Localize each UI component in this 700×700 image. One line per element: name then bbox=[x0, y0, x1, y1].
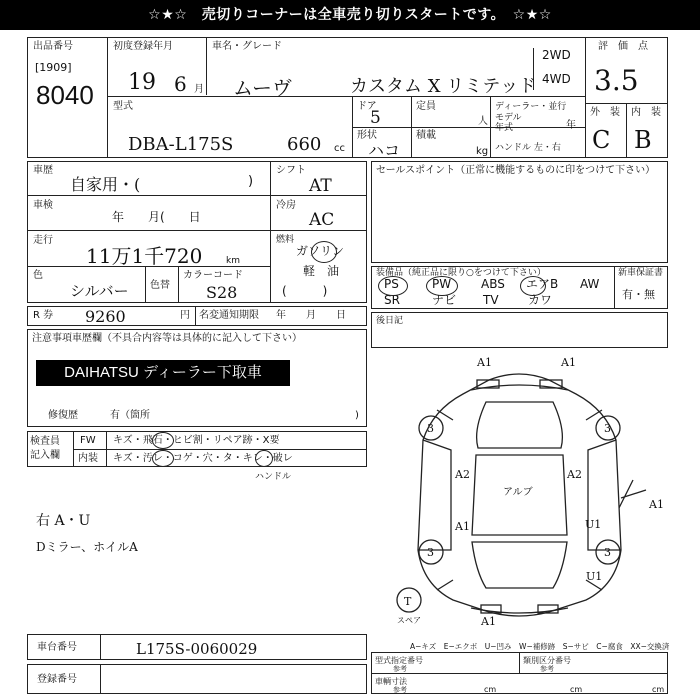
mark-spare: T bbox=[404, 595, 412, 608]
dims-label: 車輌寸法 bbox=[375, 677, 407, 686]
equip-ps: PS bbox=[384, 277, 399, 291]
handle-label: ハンドル 左・右 bbox=[495, 143, 561, 153]
repaint-label: 色替 bbox=[150, 280, 170, 291]
grade: カスタム X リミテッド bbox=[350, 76, 537, 97]
recycle-label: R 券 bbox=[33, 310, 54, 321]
header-box bbox=[27, 37, 668, 158]
lot-number: 8040 bbox=[36, 80, 94, 110]
wear-circle bbox=[255, 450, 273, 467]
type-designation-ref: 参考 bbox=[393, 665, 407, 673]
lot-code: [1909] bbox=[35, 61, 72, 74]
mark-right-rear-u1: U1 bbox=[586, 570, 603, 583]
score-value: 3.5 bbox=[594, 64, 639, 97]
top-banner: ☆★☆ 売切りコーナーは全車売り切りスタートです。 ☆★☆ bbox=[0, 0, 700, 30]
new-warranty-value: 有・無 bbox=[622, 288, 655, 301]
type-designation-label: 型式指定番号 bbox=[375, 656, 423, 665]
lot-label: 出品番号 bbox=[33, 41, 73, 52]
type-value: DBA-L175S bbox=[128, 134, 234, 155]
spare-label: スペア bbox=[397, 616, 421, 625]
kg-unit: kg bbox=[476, 146, 489, 157]
cc-unit: cc bbox=[334, 143, 345, 154]
color-code-label: カラーコード bbox=[183, 270, 243, 281]
fw-text: キズ・飛石・ヒビ割・リペア跡・X要 bbox=[113, 435, 280, 446]
fuel-diesel: 軽 油 bbox=[303, 264, 340, 278]
registration-label: 登録番号 bbox=[37, 674, 77, 685]
ac-label: 冷房 bbox=[276, 200, 296, 211]
reg-month: 6 bbox=[174, 72, 187, 96]
mileage-label: 走行 bbox=[33, 235, 53, 246]
model-year-label: モデル 年式 bbox=[495, 113, 522, 133]
int-row-text: キズ・汚レ・コゲ・穴・タ・キレ・破レ bbox=[113, 453, 293, 464]
shape-label: 形状 bbox=[357, 130, 377, 141]
chassis-value: L175S-0060029 bbox=[136, 640, 258, 658]
load-label: 積載 bbox=[416, 130, 436, 141]
mark-wheel-rl: 3 bbox=[427, 546, 434, 559]
mark-rear-left: A1 bbox=[481, 615, 496, 628]
equip-pw: PW bbox=[432, 277, 452, 291]
dims-cm-1: cm bbox=[484, 685, 497, 694]
ext-label: 外 装 bbox=[590, 107, 620, 118]
color-label: 色 bbox=[33, 270, 43, 281]
airbag-circle bbox=[520, 276, 546, 296]
inspection-label: 車検 bbox=[33, 200, 53, 211]
name-label: 車名・グレード bbox=[212, 41, 282, 52]
inspection-text: 年 月( 日 bbox=[112, 210, 201, 224]
mark-front-left: A1 bbox=[477, 356, 492, 369]
model-name: ムーヴ bbox=[233, 76, 292, 100]
drive-2wd: 2WD bbox=[542, 48, 571, 62]
fuel-circle bbox=[311, 241, 337, 263]
history-value: 自家用・( bbox=[70, 175, 141, 194]
recycle-yen: 円 bbox=[180, 310, 190, 321]
color-code: S28 bbox=[206, 283, 238, 302]
cc-value: 660 bbox=[287, 134, 322, 155]
dims-ref: 参考 bbox=[393, 686, 407, 694]
shift-value: AT bbox=[309, 176, 332, 196]
mileage-value: 11万1千720 bbox=[86, 244, 203, 268]
stone-chip-circle bbox=[152, 432, 174, 449]
after-label: 後日記 bbox=[376, 316, 404, 326]
fuel-gasoline: ガソリン bbox=[296, 244, 345, 258]
category-ref: 参考 bbox=[540, 665, 554, 673]
year-unit: 年 bbox=[566, 120, 576, 131]
ac-value: AC bbox=[309, 210, 335, 230]
door-value: 5 bbox=[370, 108, 381, 128]
mark-wheel-fr: 3 bbox=[604, 422, 611, 435]
handle-note: ハンドル bbox=[255, 472, 292, 482]
first-reg-label: 初度登録年月 bbox=[113, 41, 173, 52]
drive-4wd: 4WD bbox=[542, 72, 571, 86]
registration-box bbox=[27, 664, 367, 694]
dims-cm-3: cm bbox=[652, 685, 665, 694]
mark-right-side: A1 bbox=[649, 498, 664, 511]
category-label: 類別区分番号 bbox=[523, 656, 571, 665]
pw-circle bbox=[426, 276, 458, 296]
equip-airbag: エアB bbox=[526, 277, 559, 291]
car-damage-diagram bbox=[371, 350, 668, 628]
score-label: 評 価 点 bbox=[598, 41, 648, 52]
fw-label: FW bbox=[80, 435, 96, 446]
equip-tv: TV bbox=[483, 293, 499, 307]
new-warranty-label: 新車保証書 bbox=[618, 268, 664, 278]
mark-front-right: A1 bbox=[561, 356, 576, 369]
damage-legend: A−キズ E−エクボ U−凹み W−補修跡 S−サビ C−腐食 XX−交換済 bbox=[410, 642, 670, 651]
km-unit: km bbox=[226, 256, 240, 266]
caution-label: 注意事項車歴欄（不具合内容等は具体的に記入して下さい） bbox=[32, 333, 302, 344]
reg-year: 19 bbox=[128, 70, 156, 95]
mark-roof: アルブ bbox=[503, 487, 533, 498]
dealer-trade-in-banner: DAIHATSU ディーラー下取車 bbox=[36, 360, 290, 386]
dealer-label: ディーラー・並行 bbox=[495, 102, 567, 112]
repair-text: 有（箇所 bbox=[110, 410, 150, 421]
repair-label: 修復歴 bbox=[48, 410, 78, 421]
handwritten-note-2: Dミラー、ホイルA bbox=[36, 540, 138, 554]
shape-value: ハコ bbox=[368, 141, 401, 160]
fuel-label: 燃料 bbox=[276, 235, 295, 245]
history-paren: ) bbox=[248, 174, 254, 189]
inspector-label: 検査員 記入欄 bbox=[30, 436, 60, 461]
sales-label: セールスポイント（正常に機能するものに印をつけて下さい） bbox=[376, 165, 656, 176]
mark-right-front-door: A2 bbox=[567, 468, 582, 481]
mark-wheel-rr: 3 bbox=[604, 546, 611, 559]
equip-leather: カワ bbox=[528, 293, 553, 307]
equip-aw: AW bbox=[580, 277, 600, 291]
int-row-label: 内装 bbox=[78, 453, 98, 464]
dims-cm-2: cm bbox=[570, 685, 583, 694]
color-value: シルバー bbox=[70, 282, 129, 300]
ext-grade: C bbox=[592, 126, 611, 154]
stain-circle bbox=[152, 450, 174, 467]
mark-left-rear-door: A1 bbox=[455, 520, 470, 533]
mark-right-door-u1: U1 bbox=[585, 518, 602, 531]
capacity-label: 定員 bbox=[416, 101, 436, 112]
person-unit: 人 bbox=[478, 116, 488, 127]
history-label: 車歴 bbox=[33, 165, 53, 176]
chassis-label: 車台番号 bbox=[37, 642, 77, 653]
ps-circle bbox=[378, 276, 408, 296]
equipment-label: 装備品（純正品に限り○をつけて下さい） bbox=[376, 268, 546, 278]
notice-label: 名変通知期限 bbox=[199, 310, 259, 321]
equip-abs: ABS bbox=[481, 277, 505, 291]
door-label: ドア bbox=[357, 101, 377, 112]
shift-label: シフト bbox=[276, 165, 306, 176]
mark-left-front-door: A2 bbox=[455, 468, 470, 481]
recycle-value: 9260 bbox=[85, 307, 126, 326]
int-grade: B bbox=[634, 126, 652, 154]
equip-navi: ナビ bbox=[432, 293, 457, 307]
int-label: 内 装 bbox=[631, 107, 661, 118]
handwritten-note-1: 右 A・U bbox=[36, 513, 91, 529]
equip-sr: SR bbox=[384, 293, 400, 307]
type-label: 型式 bbox=[113, 101, 133, 112]
notice-date: 年 月 日 bbox=[276, 310, 346, 321]
month-unit: 月 bbox=[194, 84, 204, 95]
after-note-box bbox=[371, 312, 668, 348]
mark-wheel-fl: 3 bbox=[427, 422, 434, 435]
repair-close-paren: ) bbox=[355, 410, 359, 421]
sales-box bbox=[371, 161, 668, 263]
fuel-paren: ( ) bbox=[282, 284, 328, 298]
